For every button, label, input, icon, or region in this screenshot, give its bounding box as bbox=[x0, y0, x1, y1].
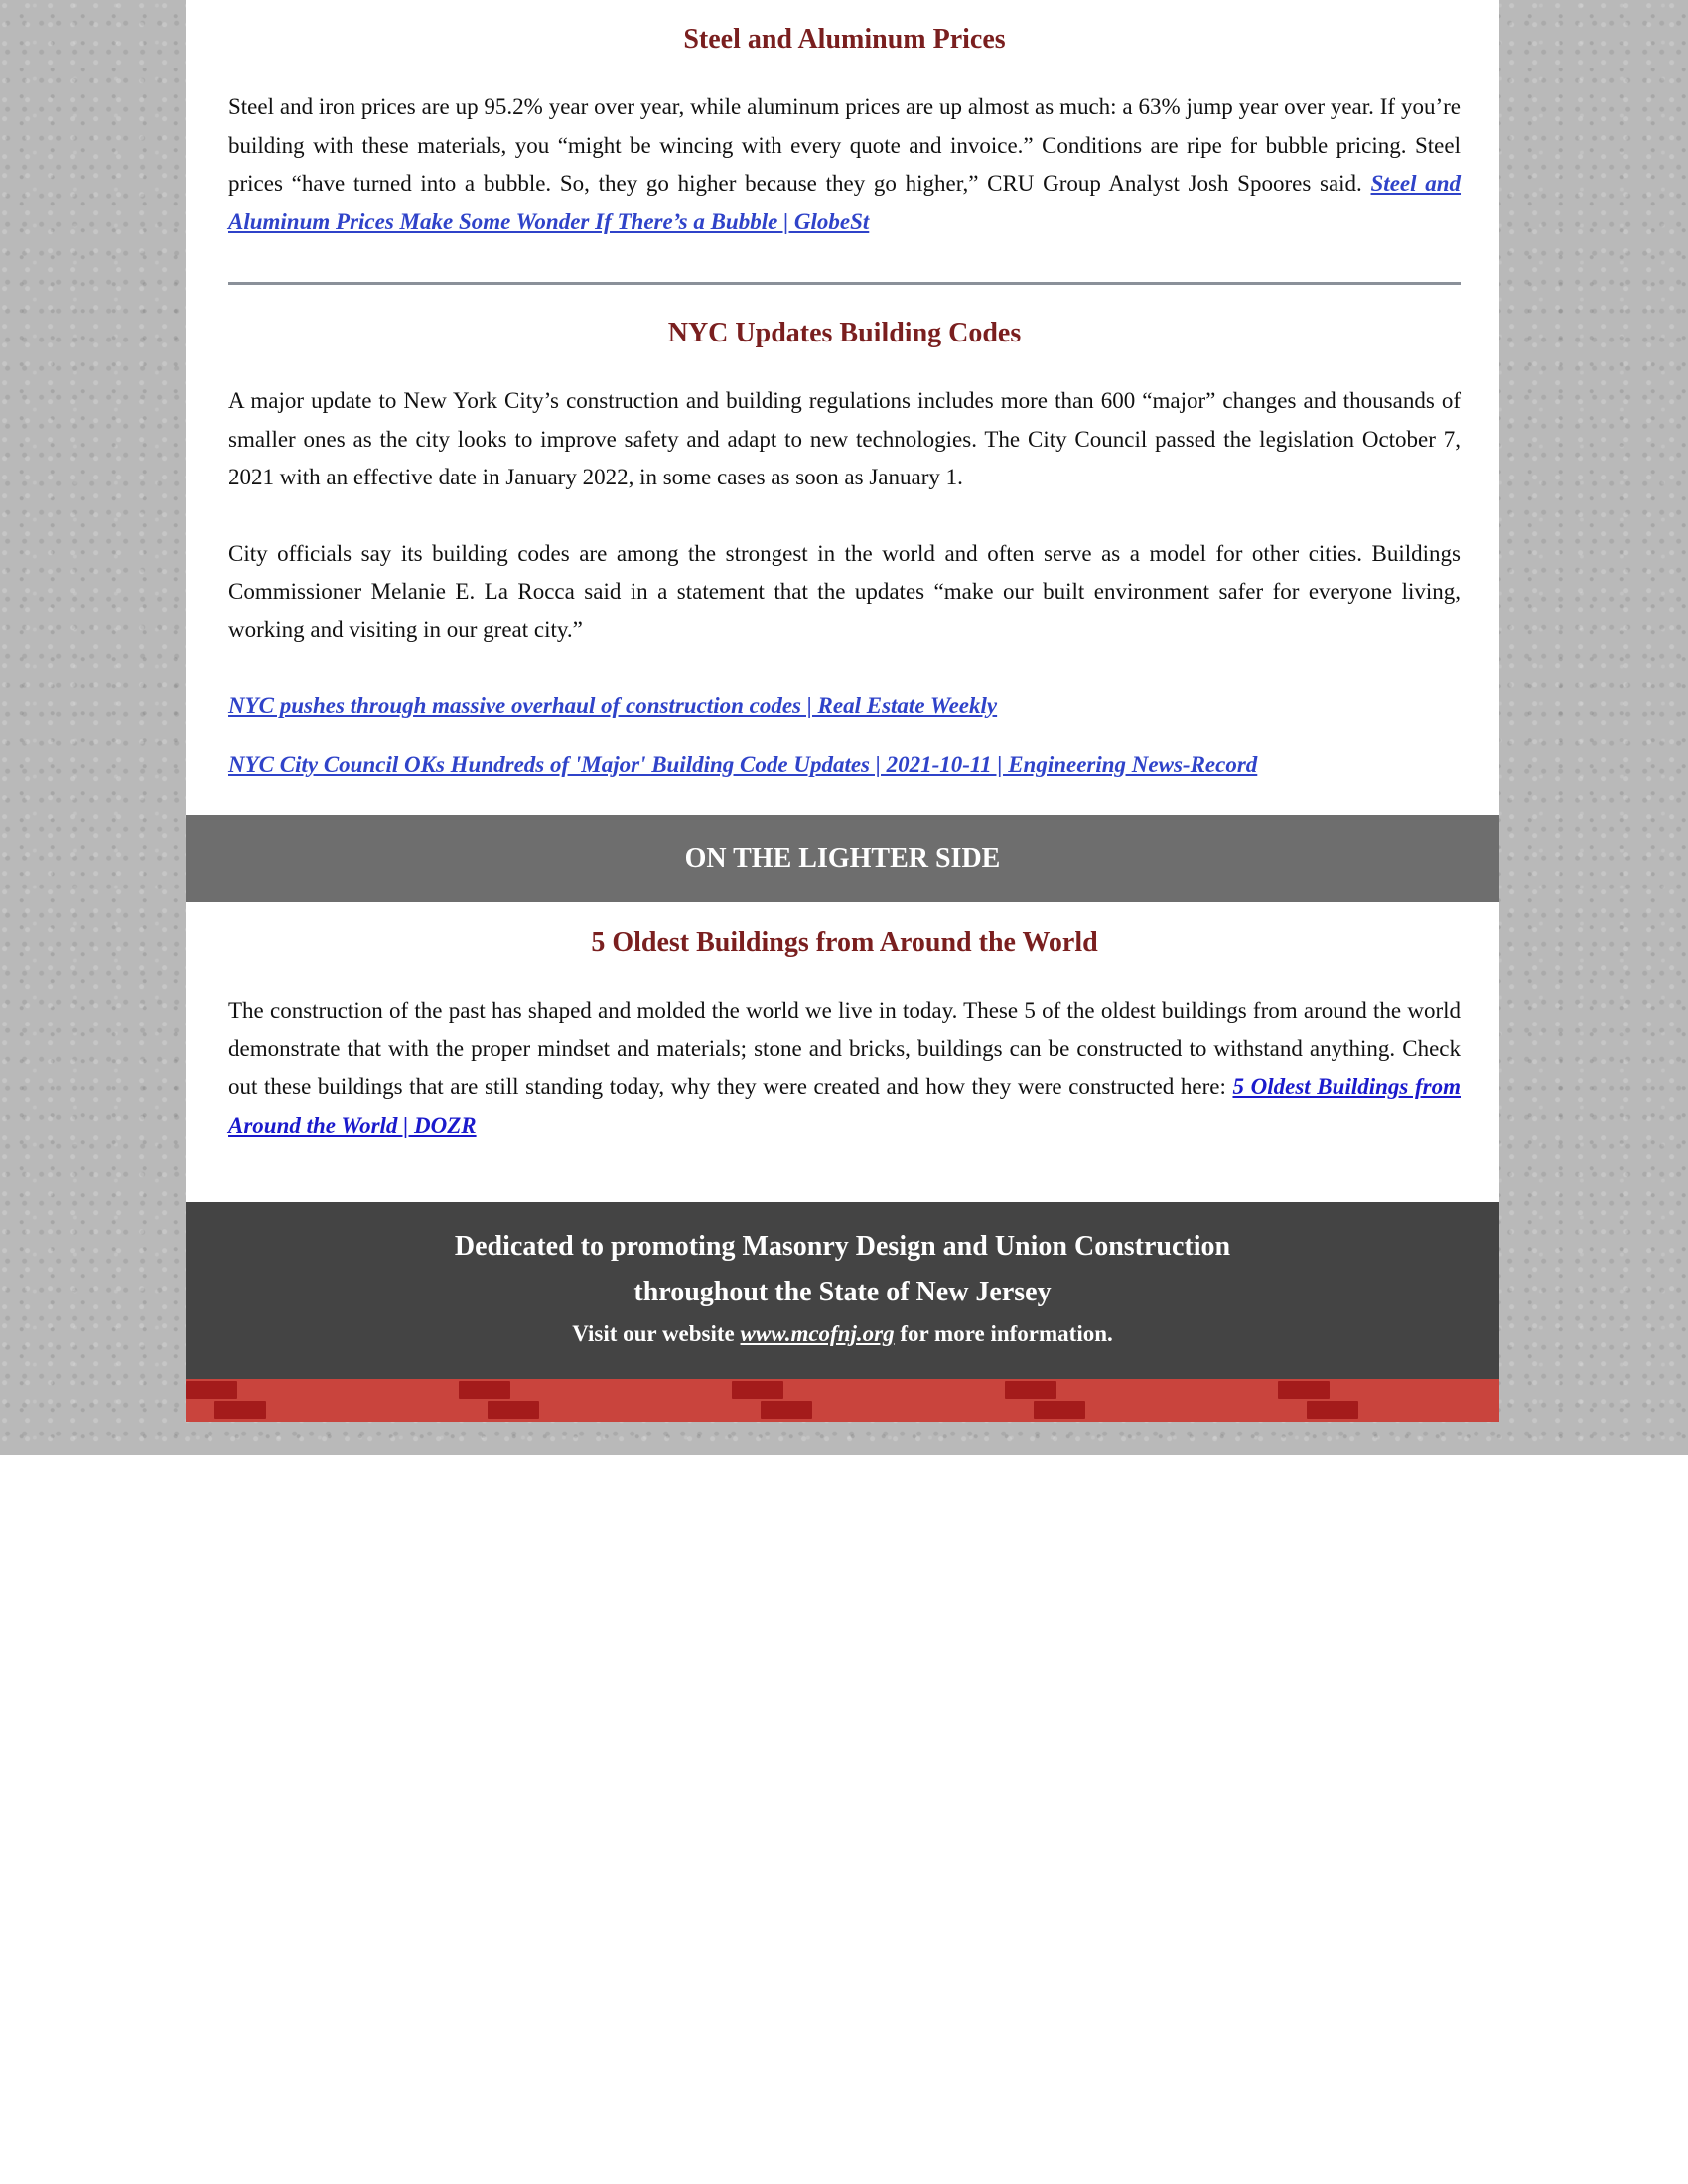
brick bbox=[651, 1401, 703, 1419]
brick bbox=[568, 1381, 620, 1399]
brick bbox=[186, 1381, 237, 1399]
brick bbox=[1471, 1401, 1499, 1419]
brick bbox=[269, 1401, 321, 1419]
section-body-text: Steel and iron prices are up 95.2% year over year, while aluminum prices are up almost as much: a 63% jump year over year. If you’re building with these materials, you “might be wincing with every quote and invoice.” Conditions are ripe for bubble pricing. Steel prices “have turned into a bubble. So, they go higher because they go higher,” CRU Group Analyst Josh Spoores said. bbox=[228, 94, 1461, 196]
brick bbox=[1059, 1381, 1111, 1399]
link-line bbox=[228, 687, 1461, 726]
globest-article-link[interactable]: Steel and Aluminum Prices Make Some Wonder If There’s a Bubble | GlobeSt bbox=[228, 171, 1462, 234]
brick bbox=[214, 1401, 266, 1419]
real-estate-weekly-link[interactable]: NYC pushes through massive overhaul of construction codes | Real Estate Weekly bbox=[228, 693, 998, 718]
brick bbox=[1252, 1401, 1304, 1419]
enr-article-link[interactable]: NYC City Council OKs Hundreds of 'Major' Building Code Updates | 2021-10-11 | Engineering News-Record bbox=[228, 751, 1258, 777]
section-heading: Steel and Aluminum Prices bbox=[683, 24, 1006, 55]
footer-tagline-2: throughout the State of New Jersey bbox=[633, 1277, 1052, 1307]
brick bbox=[841, 1381, 893, 1399]
brick bbox=[1496, 1381, 1499, 1399]
brick bbox=[350, 1381, 401, 1399]
lighter-side-banner: ON THE LIGHTER SIDE bbox=[186, 815, 1499, 902]
section-body-text: The construction of the past has shaped and molded the world we live in today. These 5 of the oldest buildings from around the world demonstrate that with the proper mindset and materials; stone and bricks, buildings can be constructed to withstand anything. Check out these buildings that are still standing today, why they were created and how they were constructed here: bbox=[228, 998, 1461, 1099]
brick bbox=[295, 1381, 347, 1399]
brick-row bbox=[186, 1401, 1474, 1420]
brick bbox=[732, 1381, 783, 1399]
brick bbox=[979, 1401, 1031, 1419]
brick bbox=[1114, 1381, 1166, 1399]
brick bbox=[677, 1381, 729, 1399]
brick bbox=[186, 1401, 211, 1419]
brick bbox=[459, 1381, 510, 1399]
footer-visit-line bbox=[186, 1321, 1499, 1347]
brick bbox=[324, 1401, 375, 1419]
section-paragraph: A major update to New York City’s construction and building regulations includes more than 600 “major” changes and thousands of smaller ones as the city looks to improve safety and adapt to new technologies. The City Council passed the legislation October 7, 2021 with an effective date in January 2022, in some cases as soon as January 1. bbox=[228, 388, 1461, 489]
brick bbox=[1005, 1381, 1056, 1399]
footer-tagline-1: Dedicated to promoting Masonry Design and Union Construction bbox=[454, 1231, 1231, 1262]
footer bbox=[186, 1202, 1499, 1379]
brick bbox=[1361, 1401, 1413, 1419]
newsletter-page bbox=[186, 0, 1499, 1422]
brick bbox=[924, 1401, 976, 1419]
oldest-buildings-section bbox=[228, 927, 1461, 1145]
brick bbox=[870, 1401, 921, 1419]
brick bbox=[1416, 1401, 1468, 1419]
brick bbox=[542, 1401, 594, 1419]
nyc-codes-section bbox=[228, 318, 1461, 784]
brick bbox=[623, 1381, 674, 1399]
dozr-article-link[interactable]: 5 Oldest Buildings from Around the World | DOZR bbox=[228, 1074, 1461, 1138]
brick bbox=[240, 1381, 292, 1399]
brick bbox=[1034, 1401, 1085, 1419]
brick bbox=[597, 1401, 648, 1419]
brick-row bbox=[186, 1381, 1499, 1400]
visit-prefix: Visit our website bbox=[572, 1321, 735, 1346]
link-line bbox=[228, 747, 1461, 785]
brick bbox=[1143, 1401, 1195, 1419]
brick-border bbox=[186, 1379, 1499, 1422]
section-heading: NYC Updates Building Codes bbox=[667, 318, 1022, 348]
steel-aluminum-section bbox=[228, 24, 1461, 241]
brick bbox=[1442, 1381, 1493, 1399]
brick bbox=[378, 1401, 430, 1419]
brick bbox=[1387, 1381, 1439, 1399]
website-link[interactable]: www.mcofnj.org bbox=[740, 1321, 895, 1346]
brick bbox=[513, 1381, 565, 1399]
brick bbox=[1197, 1401, 1249, 1419]
section-paragraph: City officials say its building codes are among the strongest in the world and often serve as a model for other cities. Buildings Commissioner Melanie E. La Rocca said in a statement that the updates “make our built environment safer for everyone living, working and visiting in our great city.” bbox=[228, 540, 1461, 642]
brick bbox=[1307, 1401, 1358, 1419]
brick bbox=[404, 1381, 456, 1399]
section-divider bbox=[228, 282, 1461, 285]
section-body bbox=[228, 992, 1461, 1145]
brick bbox=[1223, 1381, 1275, 1399]
brick bbox=[761, 1401, 812, 1419]
brick bbox=[786, 1381, 838, 1399]
brick bbox=[1169, 1381, 1220, 1399]
brick bbox=[815, 1401, 867, 1419]
brick bbox=[1278, 1381, 1330, 1399]
brick bbox=[488, 1401, 539, 1419]
brick bbox=[950, 1381, 1002, 1399]
visit-suffix: for more information. bbox=[900, 1321, 1113, 1346]
section-body bbox=[228, 88, 1461, 241]
brick bbox=[896, 1381, 947, 1399]
brick bbox=[1333, 1381, 1384, 1399]
brick bbox=[1088, 1401, 1140, 1419]
section-heading: 5 Oldest Buildings from Around the World bbox=[591, 927, 1098, 958]
brick bbox=[706, 1401, 758, 1419]
brick bbox=[433, 1401, 485, 1419]
